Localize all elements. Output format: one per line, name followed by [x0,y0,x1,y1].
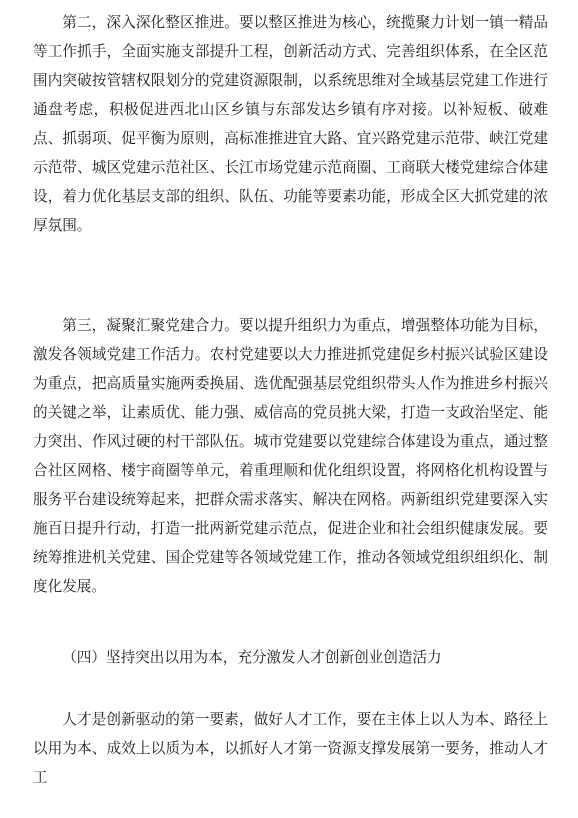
paragraph-talent: 人才是创新驱动的第一要素，做好人才工作，要在主体上以人为本、路径上以用为本、成效上以质为本，以抓好人才第一资源支撑发展第一要务，推动人才工 [33,711,548,786]
section-heading-four: （四）坚持突出以用为本，充分激发人才创新创业创造活力 [62,649,442,666]
paragraph-third-point: 第三，凝聚汇聚党建合力。要以提升组织力为重点，增强整体功能为目标，激发各领域党建工作活力。农村党建要以大力推进抓党建促乡村振兴试验区建设为重点，把高质量实施两委换届、选优配强基层党组织带头人作为推进乡村振兴的关键之举，让素质优、能力强、威信高的党员挑大梁，打造一支政治坚定、能力突出、作风过硬的村干部队伍。城市党建要以党建综合体建设为重点，通过整合社区网格、楼宇商圈等单元，着重理顺和优化组织设置，将网格化机构设置与服务平台建设统筹起来，把群众需求落实、解决在网格。两新组织党建要深入实施百日提升行动，打造一批两新党建示范点，促进企业和社会组织健康发展。要统筹推进机关党建、国企党建等各领域党建工作，推动各领域党组织组织化、制度化发展。 [33,317,548,595]
paragraph-second-point: 第二，深入深化整区推进。要以整区推进为核心，统揽聚力计划一镇一精品等工作抓手，全面实施支部提升工程，创新活动方式、完善组织体系，在全区范围内突破按管辖权限划分的党建资源限制，以系统思维对全域基层党建工作进行通盘考虑，积极促进西北山区乡镇与东部发达乡镇有序对接。以补短板、破难点、抓弱项、促平衡为原则，高标准推进宜大路、宜兴路党建示范带、峡江党建示范带、城区党建示范社区、长江市场党建示范商圈、工商联大楼党建综合体建设，着力优化基层支部的组织、队伍、功能等要素功能，形成全区大抓党建的浓厚氛围。 [33,14,548,234]
